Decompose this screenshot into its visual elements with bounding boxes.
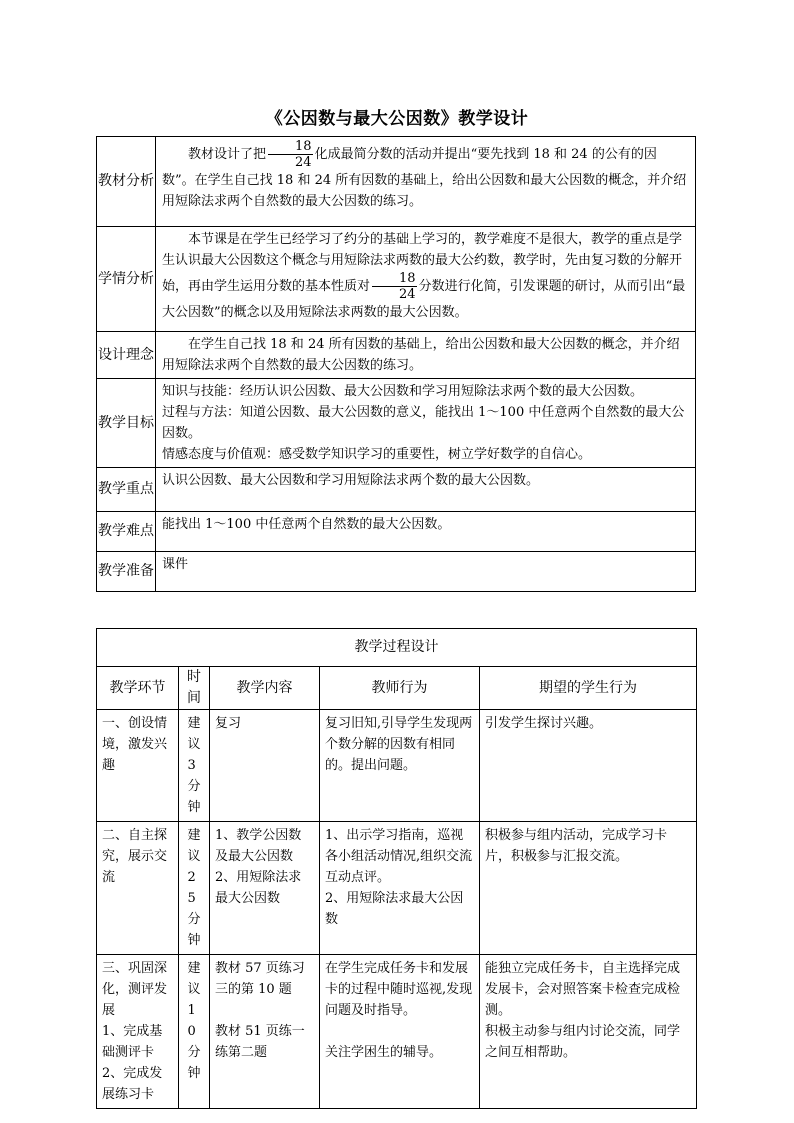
info-label: 教材分析 [97,137,156,227]
stage-cell: 三、巩固深化，测评发展 1、完成基础测评卡 2、完成发展练习卡 [97,955,179,1109]
time-cell: 建议25分钟 [179,822,210,955]
info-label: 教学重点 [97,468,156,512]
info-label: 教学准备 [97,552,156,592]
info-row-students [97,227,696,332]
document-title: 《公因数与最大公因数》教学设计 [265,109,529,129]
goal-line: 情感态度与价值观：感受数学知识学习的重要性，树立学好数学的自信心。 [162,447,592,462]
time-cell: 建议3分钟 [179,710,210,822]
header-time: 时间 [179,667,210,710]
teacher-cell: 复习旧知,引导学生发现两个数分解的因数有相同的。提出问题。 [320,710,480,822]
student-cell: 能独立完成任务卡，自主选择完成发展卡，会对照答案卡检查完成检测。 积极主动参与组内讨论交流，同学之间互相帮助。 [480,955,697,1109]
stage-cell: 二、自主探究，展示交流 [97,822,179,955]
info-text: 本节课是在学生已经学习了约分的基础上学习的，教学难度不是很大，教学的重点是学生认识最大公因数这个概念与用短除法求两数的最大公约数，教学时，先由复习数的分解开始，再由学生运用分数的基本性质对 [162,232,683,294]
fraction: $\frac{18}{24}$ [372,271,417,302]
info-text: 在学生自己找 18 和 24 所有因数的基础上，给出公因数和最大公因数的概念，并介绍用短除法求两个自然数的最大公因数的练习。 [162,337,680,373]
header-stage: 教学环节 [97,667,179,710]
header-student: 期望的学生行为 [480,667,697,710]
table-row [97,822,697,955]
header-teacher: 教师行为 [320,667,480,710]
info-row-difficulty [97,512,696,552]
content-cell: 复习 [210,710,320,822]
teacher-cell: 1、出示学习指南，巡视各小组活动情况,组织交流互动点评。 2、用短除法求最大公因数 [320,822,480,955]
goal-line: 过程与方法：知道公因数、最大公因数的意义，能找出 1～100 中任意两个自然数的最大公因数。 [162,405,685,441]
info-content [156,332,696,379]
info-content [156,512,696,552]
process-table [96,628,697,1109]
info-text: 化成最简分数的活动并提出“要先找到 18 和 24 的公有的因数”。在学生自己找 18 和 24 所有因数的基础上，给出公因数和最大公因数的概念，并介绍用短除法求两个自然数的最大公因数的练习。 [162,147,687,209]
info-row-textbook [97,137,696,227]
info-row-goals [97,379,696,468]
table-row [97,955,697,1109]
info-label: 教学难点 [97,512,156,552]
info-row-key [97,468,696,512]
info-text: 认识公因数、最大公因数和学习用短除法求两个数的最大公因数。 [162,473,540,488]
content-cell: 1、教学公因数及最大公因数 2、用短除法求最大公因数 [210,822,320,955]
info-content [156,137,696,227]
process-header-row [97,667,697,710]
time-cell: 建议10分钟 [179,955,210,1109]
info-content [156,227,696,332]
info-row-concept [97,332,696,379]
content-cell: 教材 57 页练习三的第 10 题 教材 51 页练一练第二题 [210,955,320,1109]
goal-line: 知识与技能：经历认识公因数、最大公因数和学习用短除法求两个数的最大公因数。 [162,384,644,399]
fraction: $\frac{18}{24}$ [268,139,313,170]
info-text: 课件 [162,557,189,572]
info-row-prep [97,552,696,592]
teacher-cell: 在学生完成任务卡和发展卡的过程中随时巡视,发现问题及时指导。 关注学困生的辅导。 [320,955,480,1109]
info-content [156,552,696,592]
info-label: 设计理念 [97,332,156,379]
info-content [156,468,696,512]
stage-cell: 一、创设情境，激发兴趣 [97,710,179,822]
process-title: 教学过程设计 [97,629,697,667]
info-label: 学情分析 [97,227,156,332]
table-row [97,710,697,822]
info-text: 分数进行化简，引发课题的研讨，从而引出“最大公因数”的概念以及用短除法求两数的最大公因数。 [162,279,686,320]
student-cell: 引发学生探讨兴趣。 [480,710,697,822]
header-content: 教学内容 [210,667,320,710]
info-text: 能找出 1～100 中任意两个自然数的最大公因数。 [162,517,451,532]
lesson-info-table [96,136,696,592]
info-label: 教学目标 [97,379,156,468]
student-cell: 积极参与组内活动，完成学习卡片，积极参与汇报交流。 [480,822,697,955]
info-content [156,379,696,468]
info-text: 教材设计了把 [188,147,267,162]
